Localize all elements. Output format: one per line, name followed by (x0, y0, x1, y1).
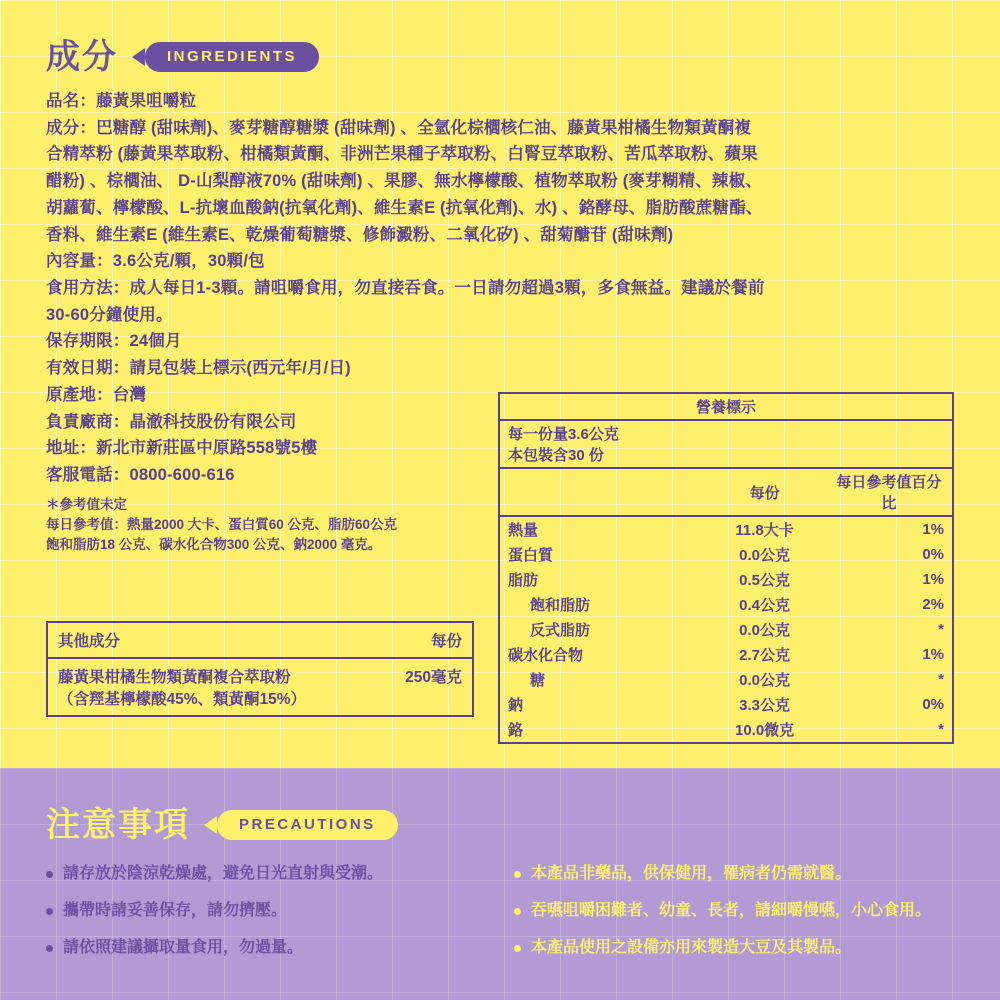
nutrition-row-name: 鉻 (508, 722, 524, 739)
nutrition-row-value: 0.0公克 (739, 672, 791, 689)
bullet-icon (514, 871, 521, 878)
nutrition-row-value: 0.4公克 (739, 597, 791, 614)
nutrition-row-name: 糖 (530, 672, 546, 689)
nutrition-col-per-serving: 每份 (703, 468, 826, 516)
ingredients-line: 醋粉) 、棕櫚油、 D-山梨醇液70% (甜味劑) 、果膠、無水檸檬酸、植物萃取粉 (麥芽糊精、辣椒、 (46, 172, 763, 191)
pill-arrow-icon (132, 48, 145, 66)
nutrition-row-percent: 1% (922, 521, 944, 538)
list-item (46, 938, 486, 959)
ingredients-heading-cn: 成分 (46, 38, 118, 76)
precaution-text: 請依照建議攝取量食用，勿過量。 (63, 938, 304, 956)
nutrition-row-value: 0.5公克 (739, 572, 791, 589)
bullet-icon (514, 908, 521, 915)
bullet-icon (46, 871, 53, 878)
list-item (514, 938, 954, 959)
nutrition-row-name: 碳水化合物 (508, 647, 584, 664)
nutrition-row-percent: 1% (922, 646, 944, 663)
precautions-right-column (514, 864, 954, 974)
ingredients-line: 客服電話：0800-600-616 (46, 466, 235, 485)
footnote-line: 飽和脂肪18 公克、碳水化合物300 公克、鈉2000 毫克。 (46, 537, 382, 553)
bullet-icon (514, 945, 521, 952)
list-item (514, 901, 954, 922)
ingredients-pill (132, 42, 319, 72)
precaution-text: 吞嚥咀嚼困難者、幼童、長者，請細嚼慢嚥，小心食用。 (531, 901, 932, 919)
precautions-heading-cn: 注意事項 (46, 806, 190, 844)
precautions-header (46, 808, 954, 842)
nutrition-row-value: 2.7公克 (739, 647, 791, 664)
list-item (514, 864, 954, 885)
ingredients-line: 胡蘿蔔、檸檬酸、L-抗壞血酸鈉(抗氧化劑)、維生素E (抗氧化劑)、水) 、鉻酵母、脂肪酸蔗糖酯、 (46, 198, 763, 217)
other-table-row-name: 藤黃果柑橘生物類黃酮複合萃取粉 (58, 669, 291, 686)
ingredients-line: 成分：巴糖醇 (甜味劑)、麥芽糖醇糖漿 (甜味劑) 、全氫化棕櫚核仁油、藤黃果柑橘生物類黃酮複 (46, 118, 752, 137)
ingredients-line: 地址：新北市新莊區中原路558號5樓 (46, 439, 318, 458)
other-table-header-right: 每份 (377, 622, 473, 658)
nutrition-row-value: 3.3公克 (739, 697, 791, 714)
nutrition-row-name: 鈉 (508, 697, 524, 714)
ingredients-line: 保存期限：24個月 (46, 332, 182, 351)
nutrition-row-name: 蛋白質 (508, 547, 554, 564)
nutrition-row-percent: * (938, 671, 944, 688)
ingredients-line: 30-60分鐘使用。 (46, 305, 173, 324)
nutrition-row-name: 熱量 (508, 522, 539, 539)
nutrition-row-name: 飽和脂肪 (530, 597, 591, 614)
bullet-icon (46, 945, 53, 952)
pill-arrow-icon (204, 816, 217, 834)
nutrition-title: 營養標示 (499, 393, 953, 420)
ingredients-header (46, 40, 954, 74)
precautions-pill (204, 810, 398, 840)
ingredients-line: 品名：藤黃果咀嚼粒 (46, 92, 197, 110)
ingredients-line: 合精萃粉 (藤黃果萃取粉、柑橘類黃酮、非洲芒果種子萃取粉、白腎豆萃取粉、苦瓜萃取粉、蘋果 (46, 145, 758, 164)
nutrition-row-percent: 0% (922, 546, 944, 563)
ingredients-line: 食用方法：成人每日1-3顆。請咀嚼食用，勿直接吞食。一日請勿超過3顆，多食無益。建議於餐前 (46, 279, 765, 298)
nutrition-facts-table (498, 392, 954, 744)
nutrition-row-value: 10.0微克 (734, 722, 795, 739)
nutrition-row-value: 0.0公克 (739, 547, 791, 564)
nutrition-serving-size: 每一份量3.6公克 (508, 426, 619, 443)
list-item (46, 864, 486, 885)
nutrition-row-value: 0.0公克 (739, 622, 791, 639)
precaution-text: 本產品非藥品，供保健用，罹病者仍需就醫。 (531, 865, 852, 882)
ingredients-heading-en: INGREDIENTS (145, 42, 319, 72)
precaution-text: 攜帶時請妥善保存，請勿擠壓。 (63, 901, 288, 919)
precautions-section (0, 768, 1000, 1000)
precautions-columns (46, 864, 954, 974)
nutrition-row-name: 脂肪 (508, 572, 539, 589)
nutrition-row-percent: 1% (922, 571, 944, 588)
nutrition-servings-per-pack: 本包裝含30 份 (499, 444, 953, 468)
precaution-text: 本產品使用之設備亦用來製造大豆及其製品。 (531, 938, 852, 956)
nutrition-row-percent: * (938, 621, 944, 638)
ingredients-line: 內容量：3.6公克/顆，30顆/包 (46, 252, 265, 271)
ingredients-line: 負責廠商：晶澈科技股份有限公司 (46, 412, 297, 431)
ingredients-line: 有效日期：請見包裝上標示(西元年/月/日) (46, 359, 351, 378)
nutrition-col-percent: 每日參考值百分比 (826, 468, 953, 516)
other-table-row-subname: （含羥基檸檬酸45%、類黃酮15%） (58, 691, 307, 708)
bullet-icon (46, 908, 53, 915)
nutrition-row-percent: * (938, 721, 944, 738)
other-table-row-value: 250毫克 (405, 669, 462, 686)
footnote-line: 每日參考值：熱量2000 大卡、蛋白質60 公克、脂肪60公克 (46, 517, 398, 533)
precaution-text: 請存放於陰涼乾燥處，避免日光直射與受潮。 (63, 865, 384, 882)
other-ingredients-table (46, 621, 474, 717)
precautions-heading-en: PRECAUTIONS (217, 810, 398, 840)
ingredients-line: 原產地：台灣 (46, 385, 147, 404)
ingredients-line: 香料、維生素E (維生素E、乾燥葡萄糖漿、修飾澱粉、二氧化矽) 、甜菊醣苷 (甜味劑) (46, 225, 674, 244)
nutrition-row-name: 反式脂肪 (530, 622, 591, 639)
nutrition-row-percent: 2% (922, 596, 944, 613)
other-table-header-left: 其他成分 (47, 622, 377, 658)
nutrition-row-value: 11.8大卡 (735, 522, 794, 539)
nutrition-row-percent: 0% (922, 696, 944, 713)
precautions-left-column (46, 864, 486, 974)
footnote-star: ＊參考值未定 (46, 496, 127, 512)
list-item (46, 901, 486, 922)
